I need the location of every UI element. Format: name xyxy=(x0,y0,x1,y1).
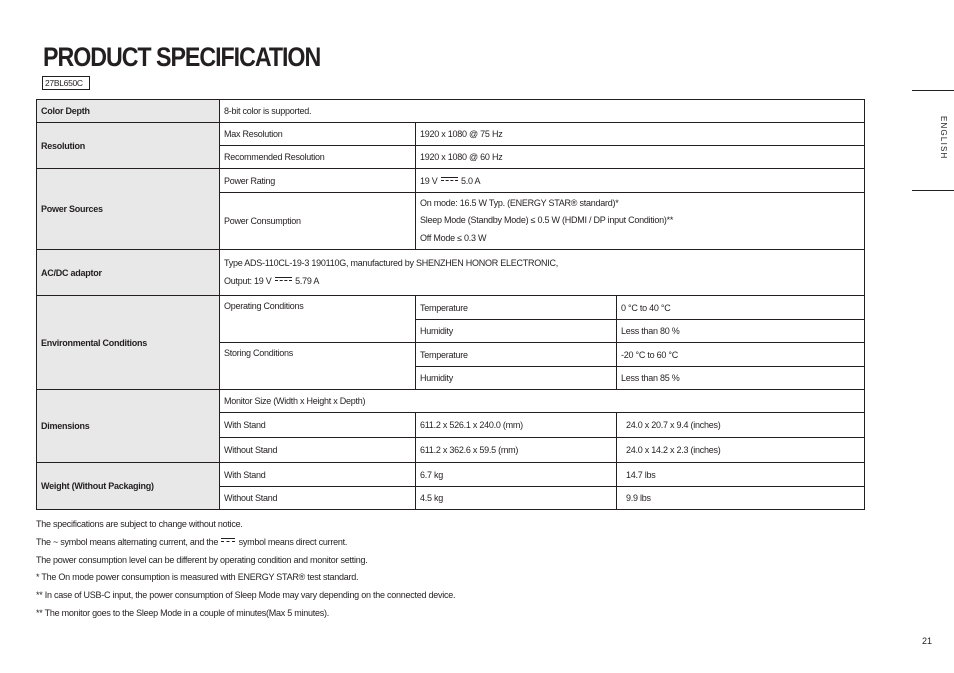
adaptor-output xyxy=(224,273,860,291)
specification-table xyxy=(36,99,865,510)
table-cell: Temperature xyxy=(416,343,617,367)
consumption-on-mode: On mode: 16.5 W Typ. (ENERGY STAR® standard)* xyxy=(420,197,619,208)
table-row xyxy=(37,390,865,413)
table-cell: Monitor Size (Width x Height x Depth) xyxy=(220,390,865,413)
table-row xyxy=(37,250,865,296)
note-energy-star: * The On mode power consumption is measured with ENERGY STAR® test standard. xyxy=(36,572,359,583)
table-cell: With Stand xyxy=(220,463,416,487)
table-cell: 24.0 x 14.2 x 2.3 (inches) xyxy=(617,438,865,463)
table-cell: 24.0 x 20.7 x 9.4 (inches) xyxy=(617,413,865,438)
table-cell: 6.7 kg xyxy=(416,463,617,487)
note-sleep-mode: ** The monitor goes to the Sleep Mode in a couple of minutes(Max 5 minutes). xyxy=(36,607,329,618)
row-label-power-sources: Power Sources xyxy=(37,169,220,250)
adaptor-type: Type ADS-110CL-19-3 190110G, manufactured by SHENZHEN HONOR ELECTRONIC, xyxy=(224,258,559,268)
footnotes xyxy=(36,516,856,623)
table-row xyxy=(37,296,865,320)
table-row xyxy=(37,463,865,487)
table-cell: 9.9 lbs xyxy=(617,487,865,510)
note-current-prefix: The ~ symbol means alternating current, and the xyxy=(36,536,219,547)
table-cell: -20 °C to 60 °C xyxy=(617,343,865,367)
table-row xyxy=(37,169,865,193)
table-cell: 1920 x 1080 @ 75 Hz xyxy=(416,123,865,146)
table-cell: Humidity xyxy=(416,320,617,343)
adaptor-output-voltage: Output: 19 V xyxy=(224,275,272,286)
table-cell: Recommended Resolution xyxy=(220,146,416,169)
table-cell: Operating Conditions xyxy=(220,296,416,343)
table-cell: 611.2 x 362.6 x 59.5 (mm) xyxy=(416,438,617,463)
page-title: PRODUCT SPECIFICATION xyxy=(43,42,321,72)
consumption-off-mode: Off Mode ≤ 0.3 W xyxy=(420,232,487,243)
page-number: 21 xyxy=(922,636,933,646)
table-cell: 8-bit color is supported. xyxy=(220,100,865,123)
row-label-weight: Weight (Without Packaging) xyxy=(37,463,220,510)
table-cell: Storing Conditions xyxy=(220,343,416,390)
language-tab: ENGLISH xyxy=(939,116,948,160)
row-label-environment: Environmental Conditions xyxy=(37,296,220,390)
sidebar-bottom-divider xyxy=(912,190,954,191)
table-cell xyxy=(416,169,865,193)
row-label-resolution: Resolution xyxy=(37,123,220,169)
dc-symbol-icon xyxy=(221,538,235,544)
table-row xyxy=(37,100,865,123)
table-cell: Power Rating xyxy=(220,169,416,193)
table-cell: 611.2 x 526.1 x 240.0 (mm) xyxy=(416,413,617,438)
adaptor-output-current: 5.79 A xyxy=(295,275,320,286)
table-cell: Less than 80 % xyxy=(617,320,865,343)
table-cell: Without Stand xyxy=(220,438,416,463)
note-current-symbols xyxy=(36,534,856,552)
table-cell: Humidity xyxy=(416,367,617,390)
sidebar-top-divider xyxy=(912,90,954,91)
table-cell: 1920 x 1080 @ 60 Hz xyxy=(416,146,865,169)
row-label-adaptor: AC/DC adaptor xyxy=(37,250,220,296)
note-current-suffix: symbol means direct current. xyxy=(238,536,348,547)
dc-symbol-icon xyxy=(441,177,458,183)
note-usb-c: ** In case of USB-C input, the power consumption of Sleep Mode may vary depending on the connected device. xyxy=(36,590,456,601)
table-cell: Less than 85 % xyxy=(617,367,865,390)
power-rating-current: 5.0 A xyxy=(461,175,481,186)
table-cell: With Stand xyxy=(220,413,416,438)
power-rating-voltage: 19 V xyxy=(420,175,438,186)
table-cell: Max Resolution xyxy=(220,123,416,146)
table-cell: 0 °C to 40 °C xyxy=(617,296,865,320)
table-cell: Power Consumption xyxy=(220,193,416,250)
note-power-level: The power consumption level can be different by operating condition and monitor setting. xyxy=(36,554,368,565)
table-cell: Temperature xyxy=(416,296,617,320)
consumption-sleep-mode: Sleep Mode (Standby Mode) ≤ 0.5 W (HDMI / DP input Condition)** xyxy=(420,215,674,226)
table-cell xyxy=(416,193,865,250)
table-row xyxy=(37,123,865,146)
row-label-dimensions: Dimensions xyxy=(37,390,220,463)
note-spec-change: The specifications are subject to change without notice. xyxy=(36,519,243,529)
table-cell: 14.7 lbs xyxy=(617,463,865,487)
table-cell xyxy=(220,250,865,296)
dc-symbol-icon xyxy=(275,277,292,283)
row-label-color-depth: Color Depth xyxy=(37,100,220,123)
table-cell: Without Stand xyxy=(220,487,416,510)
model-number: 27BL650C xyxy=(42,76,90,90)
table-cell: 4.5 kg xyxy=(416,487,617,510)
